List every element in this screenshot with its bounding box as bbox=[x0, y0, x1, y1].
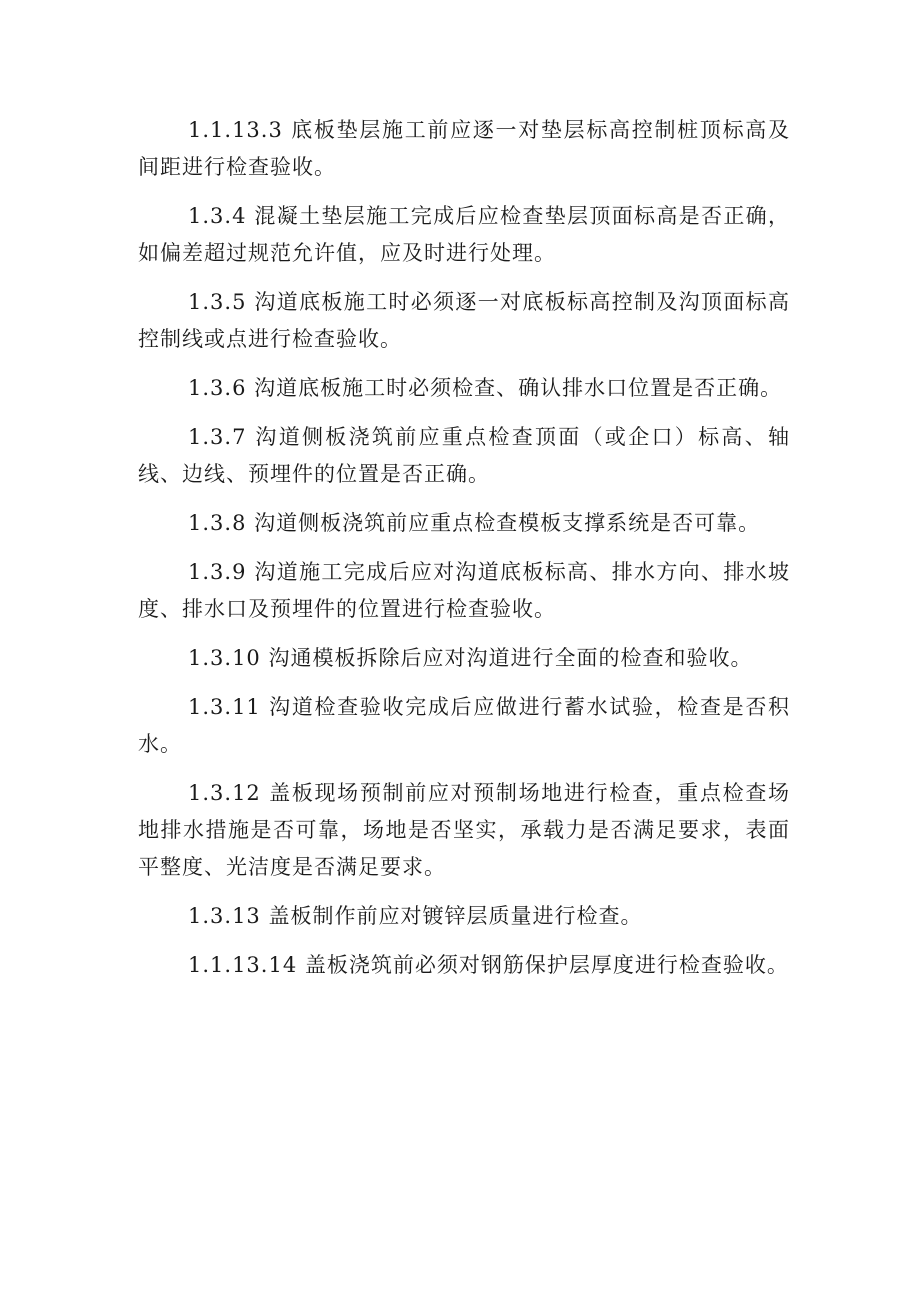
paragraph-1-3-4: 1.3.4 混凝土垫层施工完成后应检查垫层顶面标高是否正确，如偏差超过规范允许值，应及时进行处理。 bbox=[138, 204, 790, 265]
paragraph-1-3-9: 1.3.9 沟道施工完成后应对沟道底板标高、排水方向、排水坡度、排水口及预埋件的位置进行检查验收。 bbox=[138, 560, 790, 621]
paragraph-1-3-10: 1.3.10 沟通模板拆除后应对沟道进行全面的检查和验收。 bbox=[188, 646, 753, 670]
paragraph-1-1-13-14: 1.1.13.14 盖板浇筑前必须对钢筋保护层厚度进行检查验收。 bbox=[188, 953, 789, 977]
paragraph-1-3-11: 1.3.11 沟道检查验收完成后应做进行蓄水试验，检查是否积水。 bbox=[138, 695, 790, 756]
paragraph-1-3-13: 1.3.13 盖板制作前应对镀锌层质量进行检查。 bbox=[188, 904, 643, 928]
paragraph-1-3-8: 1.3.8 沟道侧板浇筑前应重点检查模板支撑系统是否可靠。 bbox=[188, 511, 761, 535]
paragraph-1-3-5: 1.3.5 沟道底板施工时必须逐一对底板标高控制及沟顶面标高控制线或点进行检查验收。 bbox=[138, 290, 790, 351]
paragraph-1-3-7: 1.3.7 沟道侧板浇筑前应重点检查顶面（或企口）标高、轴线、边线、预埋件的位置是否正确。 bbox=[138, 425, 790, 486]
paragraph-1-1-13-3: 1.1.13.3 底板垫层施工前应逐一对垫层标高控制桩顶标高及间距进行检查验收。 bbox=[138, 118, 790, 179]
document-body bbox=[138, 112, 790, 996]
paragraph-1-3-6: 1.3.6 沟道底板施工时必须检查、确认排水口位置是否正确。 bbox=[188, 376, 783, 400]
paragraph-1-3-12: 1.3.12 盖板现场预制前应对预制场地进行检查，重点检查场地排水措施是否可靠，场地是否坚实，承载力是否满足要求，表面平整度、光洁度是否满足要求。 bbox=[138, 781, 790, 879]
